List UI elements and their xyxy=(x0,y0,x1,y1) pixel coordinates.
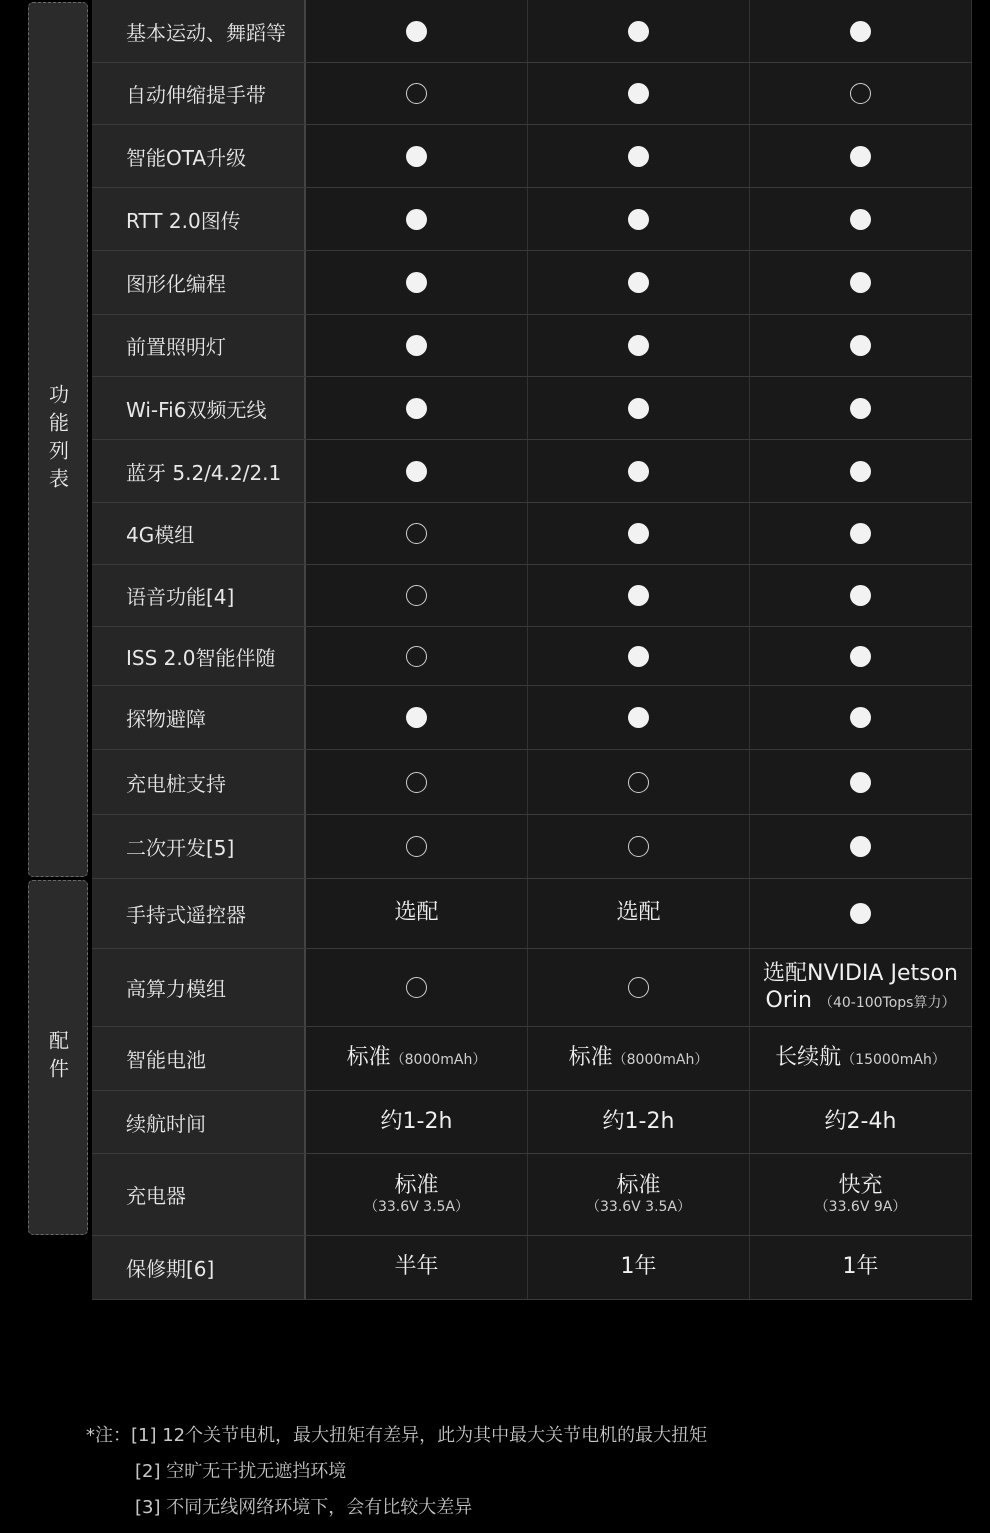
cell-remote-2 xyxy=(528,879,750,948)
table-cell xyxy=(750,377,972,439)
cell-warranty-2 xyxy=(528,1236,750,1299)
table-cell xyxy=(750,63,972,124)
filled-dot-icon xyxy=(628,83,649,104)
table-row xyxy=(92,125,972,188)
row-label: 前置照明灯 xyxy=(92,315,306,376)
filled-dot-icon xyxy=(628,21,649,42)
cell-subtext: （33.6V 3.5A） xyxy=(363,1199,470,1216)
table-cell xyxy=(528,627,750,685)
table-cell xyxy=(528,440,750,502)
footnote-1: *注：[1] 12个关节电机，最大扭矩有差异，此为其中最大关节电机的最大扭矩 xyxy=(86,1425,708,1446)
table-cell xyxy=(750,815,972,878)
cell-compute-2 xyxy=(528,949,750,1026)
group-accessories-label: 配件 xyxy=(45,1029,70,1086)
table-cell xyxy=(528,125,750,187)
cell-subtext: （8000mAh） xyxy=(612,1052,709,1069)
table-cell xyxy=(750,686,972,749)
filled-dot-icon xyxy=(850,272,871,293)
row-label: 二次开发[5] xyxy=(92,815,306,878)
row-label: Wi-Fi6双频无线 xyxy=(92,377,306,439)
cell-warranty-3 xyxy=(750,1236,972,1299)
table-cell xyxy=(306,0,528,62)
filled-dot-icon xyxy=(628,707,649,728)
filled-dot-icon xyxy=(406,146,427,167)
empty-circle-icon xyxy=(406,772,427,793)
table-row xyxy=(92,750,972,815)
cell-battery-3 xyxy=(750,1027,972,1090)
filled-dot-icon xyxy=(850,772,871,793)
row-label: 语音功能[4] xyxy=(92,565,306,626)
cell-runtime-3 xyxy=(750,1091,972,1153)
footnotes xyxy=(86,1418,707,1526)
row-label: 充电器 xyxy=(92,1154,306,1235)
row-label: 智能电池 xyxy=(92,1027,306,1090)
cell-text: 选配NVIDIA Jetson xyxy=(763,961,958,987)
empty-circle-icon xyxy=(406,585,427,606)
table-row xyxy=(92,377,972,440)
cell-text: 快充 xyxy=(838,1172,883,1198)
table-cell xyxy=(528,750,750,814)
table-cell xyxy=(528,63,750,124)
table-cell xyxy=(750,125,972,187)
empty-circle-icon xyxy=(628,772,649,793)
table-cell xyxy=(528,815,750,878)
empty-circle-icon xyxy=(406,977,427,998)
table-cell xyxy=(528,565,750,626)
feature-rows xyxy=(92,0,972,879)
table-cell xyxy=(306,686,528,749)
table-row xyxy=(92,251,972,315)
spec-table xyxy=(92,0,972,1300)
filled-dot-icon xyxy=(850,209,871,230)
filled-dot-icon xyxy=(850,707,871,728)
row-label: 自动伸缩提手带 xyxy=(92,63,306,124)
empty-circle-icon xyxy=(406,523,427,544)
filled-dot-icon xyxy=(406,209,427,230)
cell-compute-3 xyxy=(750,949,972,1026)
table-row-remote xyxy=(92,879,972,949)
row-label: 保修期[6] xyxy=(92,1236,306,1299)
cell-battery-1 xyxy=(306,1027,528,1090)
table-row-battery xyxy=(92,1027,972,1091)
row-label: 4G模组 xyxy=(92,503,306,564)
table-row xyxy=(92,0,972,63)
empty-circle-icon xyxy=(628,977,649,998)
cell-text: 标准 xyxy=(346,1045,391,1071)
table-row-charger xyxy=(92,1154,972,1236)
filled-dot-icon xyxy=(850,585,871,606)
cell-warranty-1 xyxy=(306,1236,528,1299)
table-row-compute xyxy=(92,949,972,1027)
table-cell xyxy=(750,503,972,564)
cell-text: 约2-4h xyxy=(824,1108,897,1134)
table-cell xyxy=(306,627,528,685)
table-cell xyxy=(750,750,972,814)
table-cell xyxy=(750,188,972,250)
row-label: RTT 2.0图传 xyxy=(92,188,306,250)
cell-text-line2 xyxy=(766,988,956,1014)
filled-dot-icon xyxy=(628,646,649,667)
group-features-label: 功能列表 xyxy=(45,383,70,496)
cell-text: 半年 xyxy=(394,1254,439,1280)
cell-subtext: （15000mAh） xyxy=(841,1052,946,1069)
table-cell xyxy=(528,377,750,439)
filled-dot-icon xyxy=(850,903,871,924)
row-label: 探物避障 xyxy=(92,686,306,749)
filled-dot-icon xyxy=(850,646,871,667)
table-row xyxy=(92,315,972,377)
cell-charger-3 xyxy=(750,1154,972,1235)
row-label: 高算力模组 xyxy=(92,949,306,1026)
filled-dot-icon xyxy=(850,461,871,482)
table-row-runtime xyxy=(92,1091,972,1154)
cell-text: 1年 xyxy=(842,1254,879,1280)
row-label: 图形化编程 xyxy=(92,251,306,314)
cell-text-line xyxy=(775,1045,946,1071)
table-cell xyxy=(306,188,528,250)
table-cell xyxy=(306,63,528,124)
empty-circle-icon xyxy=(406,83,427,104)
table-cell xyxy=(528,0,750,62)
cell-compute-1 xyxy=(306,949,528,1026)
table-cell xyxy=(750,565,972,626)
table-cell xyxy=(750,315,972,376)
filled-dot-icon xyxy=(850,335,871,356)
table-cell xyxy=(306,750,528,814)
table-row xyxy=(92,627,972,686)
filled-dot-icon xyxy=(628,398,649,419)
footnote-2: [2] 空旷无干扰无遮挡环境 xyxy=(135,1461,347,1482)
table-row xyxy=(92,440,972,503)
table-cell xyxy=(528,686,750,749)
cell-text: 选配 xyxy=(394,900,439,926)
cell-text: 选配 xyxy=(616,900,661,926)
table-cell xyxy=(528,315,750,376)
cell-text-line xyxy=(347,1045,487,1071)
table-row xyxy=(92,565,972,627)
cell-text: 约1-2h xyxy=(380,1108,453,1134)
table-cell xyxy=(306,251,528,314)
row-label: 蓝牙 5.2/4.2/2.1 xyxy=(92,440,306,502)
cell-subtext: （8000mAh） xyxy=(390,1052,487,1069)
cell-text: 长续航 xyxy=(775,1045,842,1071)
cell-text: Orin xyxy=(765,987,812,1013)
cell-text: 标准 xyxy=(568,1045,613,1071)
table-row xyxy=(92,63,972,125)
filled-dot-icon xyxy=(628,272,649,293)
filled-dot-icon xyxy=(628,146,649,167)
filled-dot-icon xyxy=(850,146,871,167)
group-accessories xyxy=(28,880,88,1235)
cell-runtime-2 xyxy=(528,1091,750,1153)
cell-remote-1 xyxy=(306,879,528,948)
filled-dot-icon xyxy=(850,398,871,419)
cell-text: 1年 xyxy=(620,1254,657,1280)
cell-text: 约1-2h xyxy=(602,1108,675,1134)
row-label: 智能OTA升级 xyxy=(92,125,306,187)
filled-dot-icon xyxy=(628,335,649,356)
filled-dot-icon xyxy=(406,398,427,419)
table-cell xyxy=(750,0,972,62)
table-cell xyxy=(306,377,528,439)
filled-dot-icon xyxy=(406,21,427,42)
table-row xyxy=(92,188,972,251)
cell-battery-2 xyxy=(528,1027,750,1090)
filled-dot-icon xyxy=(406,707,427,728)
footnote-3: [3] 不同无线网络环境下，会有比较大差异 xyxy=(135,1497,473,1518)
table-cell xyxy=(306,565,528,626)
row-label: 手持式遥控器 xyxy=(92,879,306,948)
filled-dot-icon xyxy=(628,461,649,482)
cell-subtext: （40-100Tops算力） xyxy=(818,994,956,1011)
table-cell xyxy=(750,627,972,685)
cell-remote-3 xyxy=(750,879,972,948)
table-cell xyxy=(306,125,528,187)
cell-subtext: （33.6V 3.5A） xyxy=(585,1199,692,1216)
filled-dot-icon xyxy=(406,461,427,482)
table-cell xyxy=(306,440,528,502)
cell-subtext: （33.6V 9A） xyxy=(814,1199,907,1216)
table-cell xyxy=(750,440,972,502)
table-cell xyxy=(306,503,528,564)
filled-dot-icon xyxy=(628,209,649,230)
cell-runtime-1 xyxy=(306,1091,528,1153)
filled-dot-icon xyxy=(628,523,649,544)
row-label: 充电桩支持 xyxy=(92,750,306,814)
cell-charger-1 xyxy=(306,1154,528,1235)
cell-text: 标准 xyxy=(616,1172,661,1198)
cell-text-line xyxy=(569,1045,709,1071)
table-cell xyxy=(750,251,972,314)
empty-circle-icon xyxy=(406,836,427,857)
table-cell xyxy=(528,503,750,564)
table-row xyxy=(92,686,972,750)
empty-circle-icon xyxy=(406,646,427,667)
empty-circle-icon xyxy=(628,836,649,857)
table-cell xyxy=(528,188,750,250)
filled-dot-icon xyxy=(406,335,427,356)
group-features xyxy=(28,2,88,877)
filled-dot-icon xyxy=(406,272,427,293)
cell-text: 标准 xyxy=(394,1172,439,1198)
table-cell xyxy=(306,315,528,376)
filled-dot-icon xyxy=(850,836,871,857)
table-row-warranty xyxy=(92,1236,972,1300)
filled-dot-icon xyxy=(850,21,871,42)
row-label: 基本运动、舞蹈等 xyxy=(92,0,306,62)
filled-dot-icon xyxy=(628,585,649,606)
table-cell xyxy=(528,251,750,314)
filled-dot-icon xyxy=(850,523,871,544)
row-label: 续航时间 xyxy=(92,1091,306,1153)
table-row xyxy=(92,503,972,565)
table-row xyxy=(92,815,972,879)
table-cell xyxy=(306,815,528,878)
cell-charger-2 xyxy=(528,1154,750,1235)
empty-circle-icon xyxy=(850,83,871,104)
row-label: ISS 2.0智能伴随 xyxy=(92,627,306,685)
